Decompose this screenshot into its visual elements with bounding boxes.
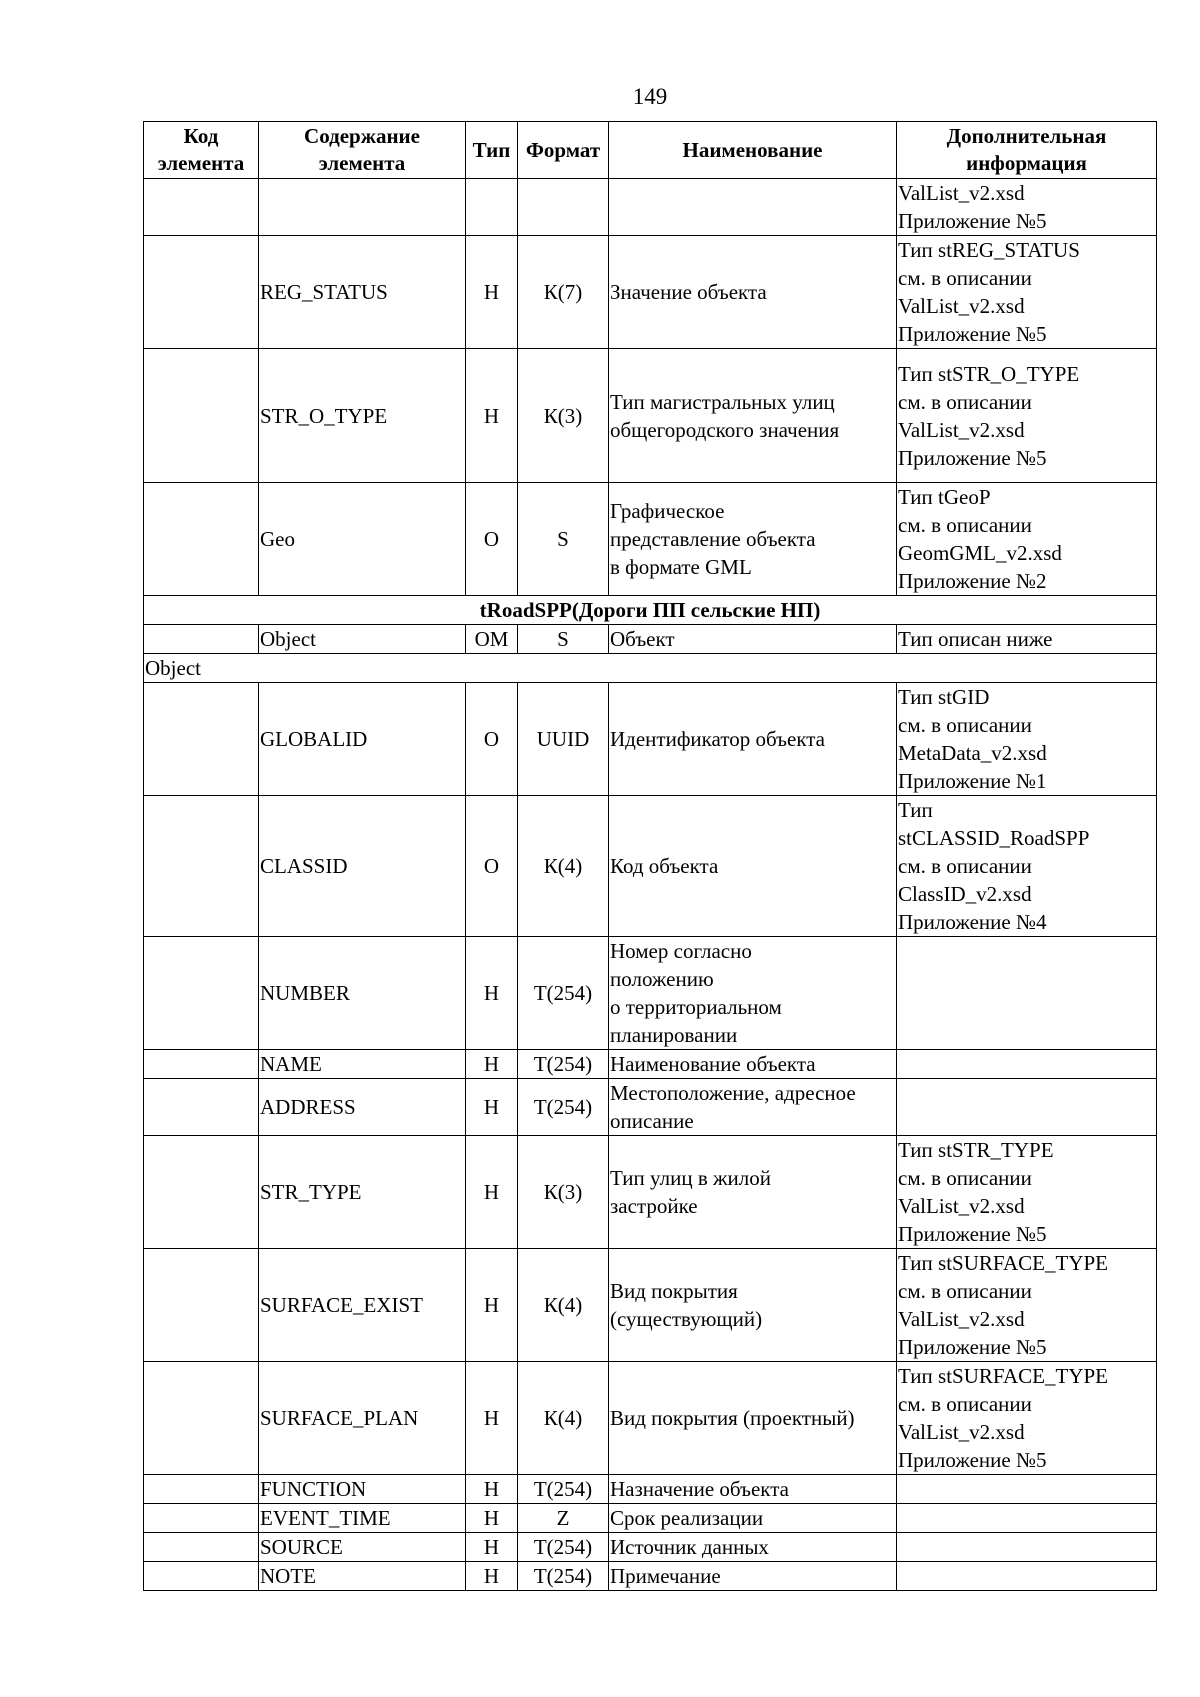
cell-format: Т(254): [518, 1079, 609, 1136]
cell-format: К(4): [518, 1362, 609, 1475]
cell-type: О: [466, 796, 518, 937]
cell-format: К(4): [518, 796, 609, 937]
cell-type: Н: [466, 1475, 518, 1504]
cell-name: Назначение объекта: [609, 1475, 897, 1504]
cell-name: Тип магистральных улиц общегородского значения: [609, 349, 897, 483]
cell-code: [144, 483, 259, 596]
cell-element: STR_O_TYPE: [259, 349, 466, 483]
table-row: [144, 1079, 1157, 1136]
cell-code: [144, 179, 259, 236]
cell-name: Код объекта: [609, 796, 897, 937]
cell-code: [144, 1562, 259, 1591]
cell-extra: ValList_v2.xsd Приложение №5: [897, 179, 1157, 236]
cell-code: [144, 796, 259, 937]
cell-format: Т(254): [518, 937, 609, 1050]
cell-name: Вид покрытия (существующий): [609, 1249, 897, 1362]
cell-format: S: [518, 625, 609, 654]
cell-type: ОМ: [466, 625, 518, 654]
cell-element: [259, 179, 466, 236]
cell-element: EVENT_TIME: [259, 1504, 466, 1533]
cell-name: Графическое представление объекта в формате GML: [609, 483, 897, 596]
table-row: [144, 1136, 1157, 1249]
table-row: [144, 179, 1157, 236]
cell-format: К(4): [518, 1249, 609, 1362]
table-row: [144, 683, 1157, 796]
cell-code: [144, 1504, 259, 1533]
cell-extra: [897, 1050, 1157, 1079]
table-row: [144, 625, 1157, 654]
cell-element: FUNCTION: [259, 1475, 466, 1504]
header-code: Код элемента: [144, 122, 259, 179]
cell-type: Н: [466, 1079, 518, 1136]
cell-format: Т(254): [518, 1562, 609, 1591]
section-title-row: [144, 596, 1157, 625]
table-body-section: [144, 596, 1157, 683]
cell-element: REG_STATUS: [259, 236, 466, 349]
cell-element: SURFACE_PLAN: [259, 1362, 466, 1475]
cell-extra: Тип stSURFACE_TYPE см. в описании ValList_v2.xsd Приложение №5: [897, 1249, 1157, 1362]
cell-type: Н: [466, 1050, 518, 1079]
cell-name: Местоположение, адресное описание: [609, 1079, 897, 1136]
page-number: 149: [632, 84, 668, 109]
table-body-bottom: [144, 683, 1157, 1591]
cell-name: Значение объекта: [609, 236, 897, 349]
cell-type: [466, 179, 518, 236]
cell-format: Т(254): [518, 1475, 609, 1504]
cell-name: Номер согласно положению о территориальном планировании: [609, 937, 897, 1050]
table-row: [144, 236, 1157, 349]
section-title: tRoadSPP(Дороги ПП сельские НП): [144, 596, 1157, 625]
cell-element: NUMBER: [259, 937, 466, 1050]
cell-code: [144, 1050, 259, 1079]
cell-type: О: [466, 683, 518, 796]
cell-extra: Тип stREG_STATUS см. в описании ValList_v2.xsd Приложение №5: [897, 236, 1157, 349]
cell-element: CLASSID: [259, 796, 466, 937]
cell-format: К(3): [518, 349, 609, 483]
cell-name: Срок реализации: [609, 1504, 897, 1533]
cell-element: Object: [259, 625, 466, 654]
cell-format: Z: [518, 1504, 609, 1533]
table-body-top: [144, 179, 1157, 596]
cell-format: Т(254): [518, 1050, 609, 1079]
cell-code: [144, 236, 259, 349]
cell-format: [518, 179, 609, 236]
header-element: Содержание элемента: [259, 122, 466, 179]
table-header-row: [144, 122, 1157, 179]
cell-name: Объект: [609, 625, 897, 654]
cell-type: О: [466, 483, 518, 596]
header-name: Наименование: [609, 122, 897, 179]
cell-extra: Тип stSURFACE_TYPE см. в описании ValList_v2.xsd Приложение №5: [897, 1362, 1157, 1475]
cell-name: Источник данных: [609, 1533, 897, 1562]
cell-code: [144, 1475, 259, 1504]
table-row: [144, 1562, 1157, 1591]
cell-code: [144, 937, 259, 1050]
cell-extra: [897, 1562, 1157, 1591]
cell-code: [144, 349, 259, 483]
header-type: Тип: [466, 122, 518, 179]
cell-element: NOTE: [259, 1562, 466, 1591]
table-row: [144, 349, 1157, 483]
cell-extra: Тип stCLASSID_RoadSPP см. в описании ClassID_v2.xsd Приложение №4: [897, 796, 1157, 937]
header-extra: Дополнительная информация: [897, 122, 1157, 179]
cell-type: Н: [466, 1249, 518, 1362]
object-label: Object: [144, 654, 1157, 683]
cell-name: Вид покрытия (проектный): [609, 1362, 897, 1475]
table-row: [144, 796, 1157, 937]
cell-code: [144, 1533, 259, 1562]
cell-element: Geo: [259, 483, 466, 596]
table-row: [144, 1504, 1157, 1533]
cell-extra: Тип описан ниже: [897, 625, 1157, 654]
table-row: [144, 1050, 1157, 1079]
cell-extra: Тип tGeoP см. в описании GeomGML_v2.xsd Приложение №2: [897, 483, 1157, 596]
object-label-row: [144, 654, 1157, 683]
cell-format: К(7): [518, 236, 609, 349]
cell-element: ADDRESS: [259, 1079, 466, 1136]
cell-element: SOURCE: [259, 1533, 466, 1562]
table-row: [144, 1362, 1157, 1475]
header-format: Формат: [518, 122, 609, 179]
cell-element: SURFACE_EXIST: [259, 1249, 466, 1362]
cell-element: STR_TYPE: [259, 1136, 466, 1249]
table-row: [144, 1249, 1157, 1362]
cell-format: S: [518, 483, 609, 596]
cell-extra: [897, 1475, 1157, 1504]
cell-extra: Тип stSTR_O_TYPE см. в описании ValList_v2.xsd Приложение №5: [897, 349, 1157, 483]
cell-format: Т(254): [518, 1533, 609, 1562]
cell-name: Наименование объекта: [609, 1050, 897, 1079]
cell-type: Н: [466, 1533, 518, 1562]
cell-name: Примечание: [609, 1562, 897, 1591]
cell-extra: [897, 937, 1157, 1050]
cell-code: [144, 625, 259, 654]
element-spec-table: [143, 121, 1157, 1591]
cell-code: [144, 1362, 259, 1475]
table-row: [144, 483, 1157, 596]
cell-type: Н: [466, 1136, 518, 1249]
cell-name: [609, 179, 897, 236]
table-row: [144, 937, 1157, 1050]
cell-type: Н: [466, 937, 518, 1050]
cell-extra: [897, 1504, 1157, 1533]
cell-type: Н: [466, 1562, 518, 1591]
cell-type: Н: [466, 236, 518, 349]
cell-type: Н: [466, 349, 518, 483]
cell-code: [144, 683, 259, 796]
cell-extra: [897, 1533, 1157, 1562]
cell-extra: Тип stGID см. в описании MetaData_v2.xsd Приложение №1: [897, 683, 1157, 796]
cell-extra: Тип stSTR_TYPE см. в описании ValList_v2.xsd Приложение №5: [897, 1136, 1157, 1249]
cell-name: Тип улиц в жилой застройке: [609, 1136, 897, 1249]
cell-element: NAME: [259, 1050, 466, 1079]
cell-code: [144, 1249, 259, 1362]
cell-extra: [897, 1079, 1157, 1136]
cell-name: Идентификатор объекта: [609, 683, 897, 796]
cell-code: [144, 1079, 259, 1136]
table-row: [144, 1533, 1157, 1562]
table-row: [144, 1475, 1157, 1504]
cell-format: UUID: [518, 683, 609, 796]
cell-type: Н: [466, 1504, 518, 1533]
cell-type: Н: [466, 1362, 518, 1475]
cell-code: [144, 1136, 259, 1249]
cell-element: GLOBALID: [259, 683, 466, 796]
cell-format: К(3): [518, 1136, 609, 1249]
